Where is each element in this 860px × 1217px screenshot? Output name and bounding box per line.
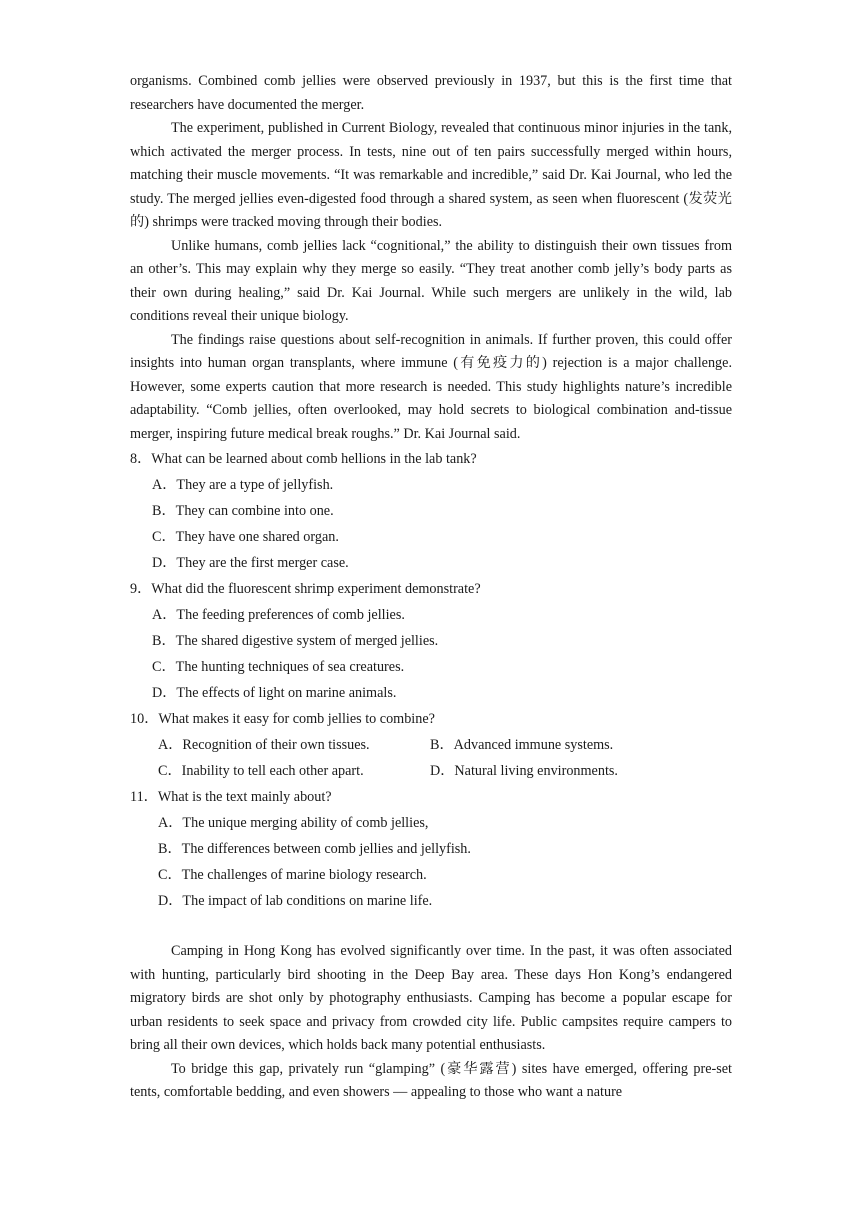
document-page bbox=[130, 70, 732, 1105]
passage1-paragraph-1: organisms. Combined comb jellies were observed previously in 1937, but this is the first time that researchers have documented the merger. bbox=[130, 73, 732, 113]
option-b: B．Advanced immune systems. bbox=[430, 737, 614, 753]
option-b: B．They can combine into one. bbox=[152, 503, 334, 519]
question-8 bbox=[130, 446, 732, 576]
option-a: A．Recognition of their own tissues. bbox=[158, 737, 370, 753]
option-a: A．The feeding preferences of comb jellies. bbox=[152, 607, 405, 623]
option-c: C．The hunting techniques of sea creatures. bbox=[152, 659, 405, 675]
option-d: D．The impact of lab conditions on marine life. bbox=[158, 893, 433, 909]
question-9 bbox=[130, 576, 732, 706]
question-stem: 10．What makes it easy for comb jellies to combine? bbox=[130, 711, 435, 727]
option-c: C．Inability to tell each other apart. bbox=[158, 763, 364, 779]
option-d: D．The effects of light on marine animals. bbox=[152, 685, 397, 701]
option-d: D．Natural living environments. bbox=[430, 763, 618, 779]
question-10 bbox=[130, 706, 732, 784]
option-c: C．They have one shared organ. bbox=[152, 529, 339, 545]
passage2-paragraph-1: Camping in Hong Kong has evolved significantly over time. In the past, it was often associated with hunting, particularly bird shooting in the Deep Bay area. These days Hon Kong’s endangered migratory birds are shot only by photography enthusiasts. Camping has become a popular escape for urban residents to seek space and privacy from crowded city life. Public campsites require campers to bring all their own devices, which holds back many potential enthusiasts. bbox=[130, 943, 732, 1053]
passage1-paragraph-3: Unlike humans, comb jellies lack “cognitional,” the ability to distinguish their own tissues from an other’s. This may explain why they merge so easily. “They treat another comb jelly’s body parts as their own during healing,” said Dr. Kai Journal. While such mergers are unlikely in the wild, lab conditions reveal their unique biology. bbox=[130, 237, 732, 324]
option-b: B．The shared digestive system of merged jellies. bbox=[152, 633, 439, 649]
option-c: C．The challenges of marine biology research. bbox=[158, 867, 427, 883]
passage2-paragraph-2: To bridge this gap, privately run “glamping” (豪华露营) sites have emerged, offering pre-set tents, comfortable bedding, and even showers — appealing to those who want a nature bbox=[130, 1060, 732, 1100]
section-spacer bbox=[130, 914, 732, 940]
question-stem: 8．What can be learned about comb hellions in the lab tank? bbox=[130, 451, 477, 467]
option-a: A．The unique merging ability of comb jellies, bbox=[158, 815, 429, 831]
option-b: B．The differences between comb jellies and jellyfish. bbox=[158, 841, 471, 857]
question-stem: 11．What is the text mainly about? bbox=[130, 789, 332, 805]
question-11 bbox=[130, 784, 732, 914]
option-d: D．They are the first merger case. bbox=[152, 555, 349, 571]
option-a: A．They are a type of jellyfish. bbox=[152, 477, 334, 493]
passage1-paragraph-4: The findings raise questions about self-recognition in animals. If further proven, this could offer insights into human organ transplants, where immune (有免疫力的) rejection is a major challenge. However, some experts caution that more research is needed. This study highlights nature’s incredible adaptability. “Comb jellies, often overlooked, may hold secrets to biological combination and-tissue merger, inspiring future medical break roughs.” Dr. Kai Journal said. bbox=[130, 331, 732, 442]
passage1-paragraph-2: The experiment, published in Current Biology, revealed that continuous minor injuries in the tank, which activated the merger process. In tests, nine out of ten pairs successfully merged within hours, matching their muscle movements. “It was remarkable and incredible,” said Dr. Kai Journal, who led the study. The merged jellies even-digested food through a shared system, as seen when fluorescent (发荧光的) shrimps were tracked moving through their bodies. bbox=[130, 120, 732, 230]
question-stem: 9．What did the fluorescent shrimp experiment demonstrate? bbox=[130, 581, 481, 597]
